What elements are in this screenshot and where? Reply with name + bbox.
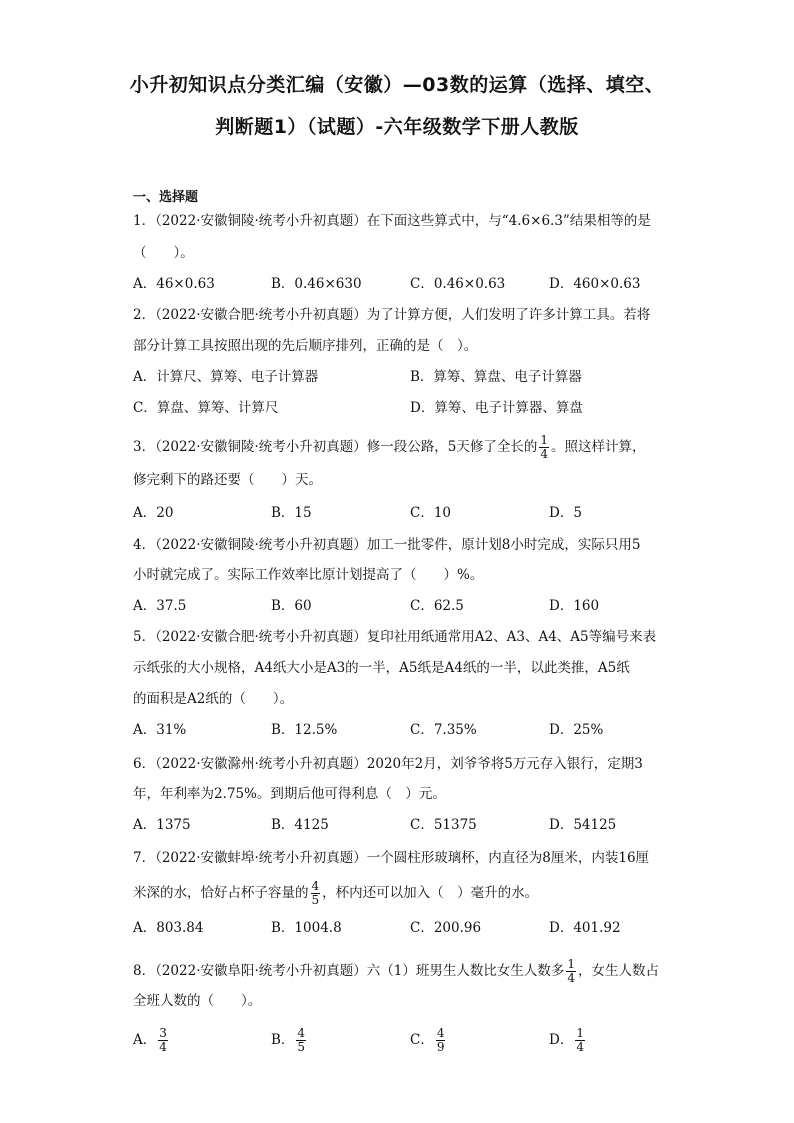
q2-option-b: B．算筹、算盘、电子计算器 [410,369,582,385]
q6-text-line-1: 6．（2022·安徽滁州·统考小升初真题）2020年2月，刘爷爷将5万元存入银行，定期3 [133,756,643,772]
q5-option-a: A．31% [133,722,187,738]
q7-option-d: D．401.92 [549,920,621,936]
section-heading: 一、选择题 [133,190,199,205]
q3-option-d: D．5 [549,505,582,521]
q8-fraction [566,958,576,985]
q8-option-c-numerator: 4 [436,1026,445,1040]
q8-option-d-label: D． [549,1032,574,1048]
q3-text-line-2: 修完剩下的路还要（ ）天。 [133,472,322,488]
q1-option-a: A．46×0.63 [133,276,215,292]
q8-option-a-fraction [158,1027,168,1054]
q3-fraction-denominator: 4 [540,447,549,461]
q7-fraction-denominator: 5 [311,893,320,907]
q8-fraction-denominator: 4 [567,971,576,985]
q3-text-line-1 [133,434,646,461]
q3-text-pre: 3．（2022·安徽铜陵·统考小升初真题）修一段公路，5天修了全长的 [133,439,538,455]
q8-option-b-denominator: 5 [297,1040,306,1054]
q2-text-line-2: 部分计算工具按照出现的先后顺序排列，正确的是（ ）。 [133,338,478,354]
q8-text-line-2: 全班人数的（ ）。 [133,993,262,1009]
q6-option-b: B．4125 [271,817,329,833]
q8-option-d [549,1027,587,1054]
q7-text-line-2 [133,880,538,907]
q4-text-line-2: 小时就完成了。实际工作效率比原计划提高了（ ）%。 [133,567,484,583]
q3-text-post: 。照这样计算， [551,439,646,455]
q5-option-c: C．7.35% [410,722,477,738]
q8-option-d-fraction [575,1027,585,1054]
q8-option-b-label: B． [271,1032,295,1048]
q5-option-d: D．25% [549,722,604,738]
q1-text-line-1: 1．（2022·安徽铜陵·统考小升初真题）在下面这些算式中，与“4.6×6.3”结果相等的是 [133,213,651,229]
q1-option-b: B．0.46×630 [271,276,362,292]
q7-option-c: C．200.96 [410,920,482,936]
q7-option-b: B．1004.8 [271,920,342,936]
q2-option-a: A．计算尺、算筹、电子计算器 [133,369,319,385]
q7-fraction [311,880,321,907]
document-title-line-2: 判断题1）（试题）-六年级数学下册人教版 [215,116,579,138]
q4-option-a: A．37.5 [133,598,187,614]
q8-fraction-numerator: 1 [567,957,576,971]
q8-option-d-denominator: 4 [576,1040,584,1054]
q4-text-line-1: 4．（2022·安徽铜陵·统考小升初真题）加工一批零件，原计划8小时完成，实际只用5 [133,537,641,553]
q4-option-b: B．60 [271,598,312,614]
q6-option-d: D．54125 [549,817,617,833]
q8-option-b-fraction [296,1027,306,1054]
q7-text-line-1: 7．（2022·安徽蚌埠·统考小升初真题）一个圆柱形玻璃杯，内直径为8厘米，内装16厘 [133,850,650,866]
q1-option-c: C．0.46×0.63 [410,276,506,292]
q8-option-c-label: C． [410,1032,434,1048]
q4-option-d: D．160 [549,598,600,614]
q7-option-a: A．803.84 [133,920,204,936]
q8-option-a-numerator: 3 [159,1026,167,1040]
q6-text-line-2: 年，年利率为2.75%。到期后他可得利息（ ）元。 [133,786,446,802]
q4-option-c: C．62.5 [410,598,464,614]
q2-text-line-1: 2．（2022·安徽合肥·统考小升初真题）为了计算方便，人们发明了许多计算工具。若将 [133,307,651,323]
q7-fraction-numerator: 4 [311,879,320,893]
q8-text-post: ，女生人数占 [578,963,660,979]
q8-option-c [410,1027,447,1054]
q8-text-pre: 8．（2022·安徽阜阳·统考小升初真题）六（1）班男生人数比女生人数多 [133,963,565,979]
q5-option-b: B．12.5% [271,722,338,738]
q6-option-c: C．51375 [410,817,477,833]
q3-option-b: B．15 [271,505,312,521]
q1-text-line-2: （ ）。 [133,245,194,261]
q5-text-line-3: 的面积是A2纸的（ ）。 [133,691,294,707]
q8-option-c-denominator: 9 [436,1040,445,1054]
q8-option-a [133,1027,170,1054]
q3-option-a: A．20 [133,505,174,521]
q6-option-a: A．1375 [133,817,191,833]
q8-option-a-label: A． [133,1032,157,1048]
q8-option-b [271,1027,308,1054]
q8-text-line-1 [133,958,659,985]
q8-option-a-denominator: 4 [159,1040,167,1054]
q3-option-c: C．10 [410,505,452,521]
q7-text-pre: 米深的水，恰好占杯子容量的 [133,885,309,901]
q1-option-d: D．460×0.63 [549,276,641,292]
document-title-line-1: 小升初知识点分类汇编（安徽）—03数的运算（选择、填空、 [129,74,665,96]
q3-fraction [539,434,549,461]
q5-text-line-1: 5．（2022·安徽合肥·统考小升初真题）复印社用纸通常用A2、A3、A4、A5等编号来表 [133,629,657,645]
q8-option-b-numerator: 4 [297,1026,306,1040]
q3-fraction-numerator: 1 [540,433,549,447]
q5-text-line-2: 示纸张的大小规格，A4纸大小是A3的一半，A5纸是A4纸的一半，以此类推，A5纸 [133,660,630,676]
q2-option-d: D．算筹、电子计算器、算盘 [410,400,583,416]
q2-option-c: C．算盘、算筹、计算尺 [133,400,279,416]
q8-option-c-fraction [436,1027,446,1054]
q8-option-d-numerator: 1 [576,1026,584,1040]
q7-text-post: ，杯内还可以加入（ ）毫升的水。 [322,885,539,901]
